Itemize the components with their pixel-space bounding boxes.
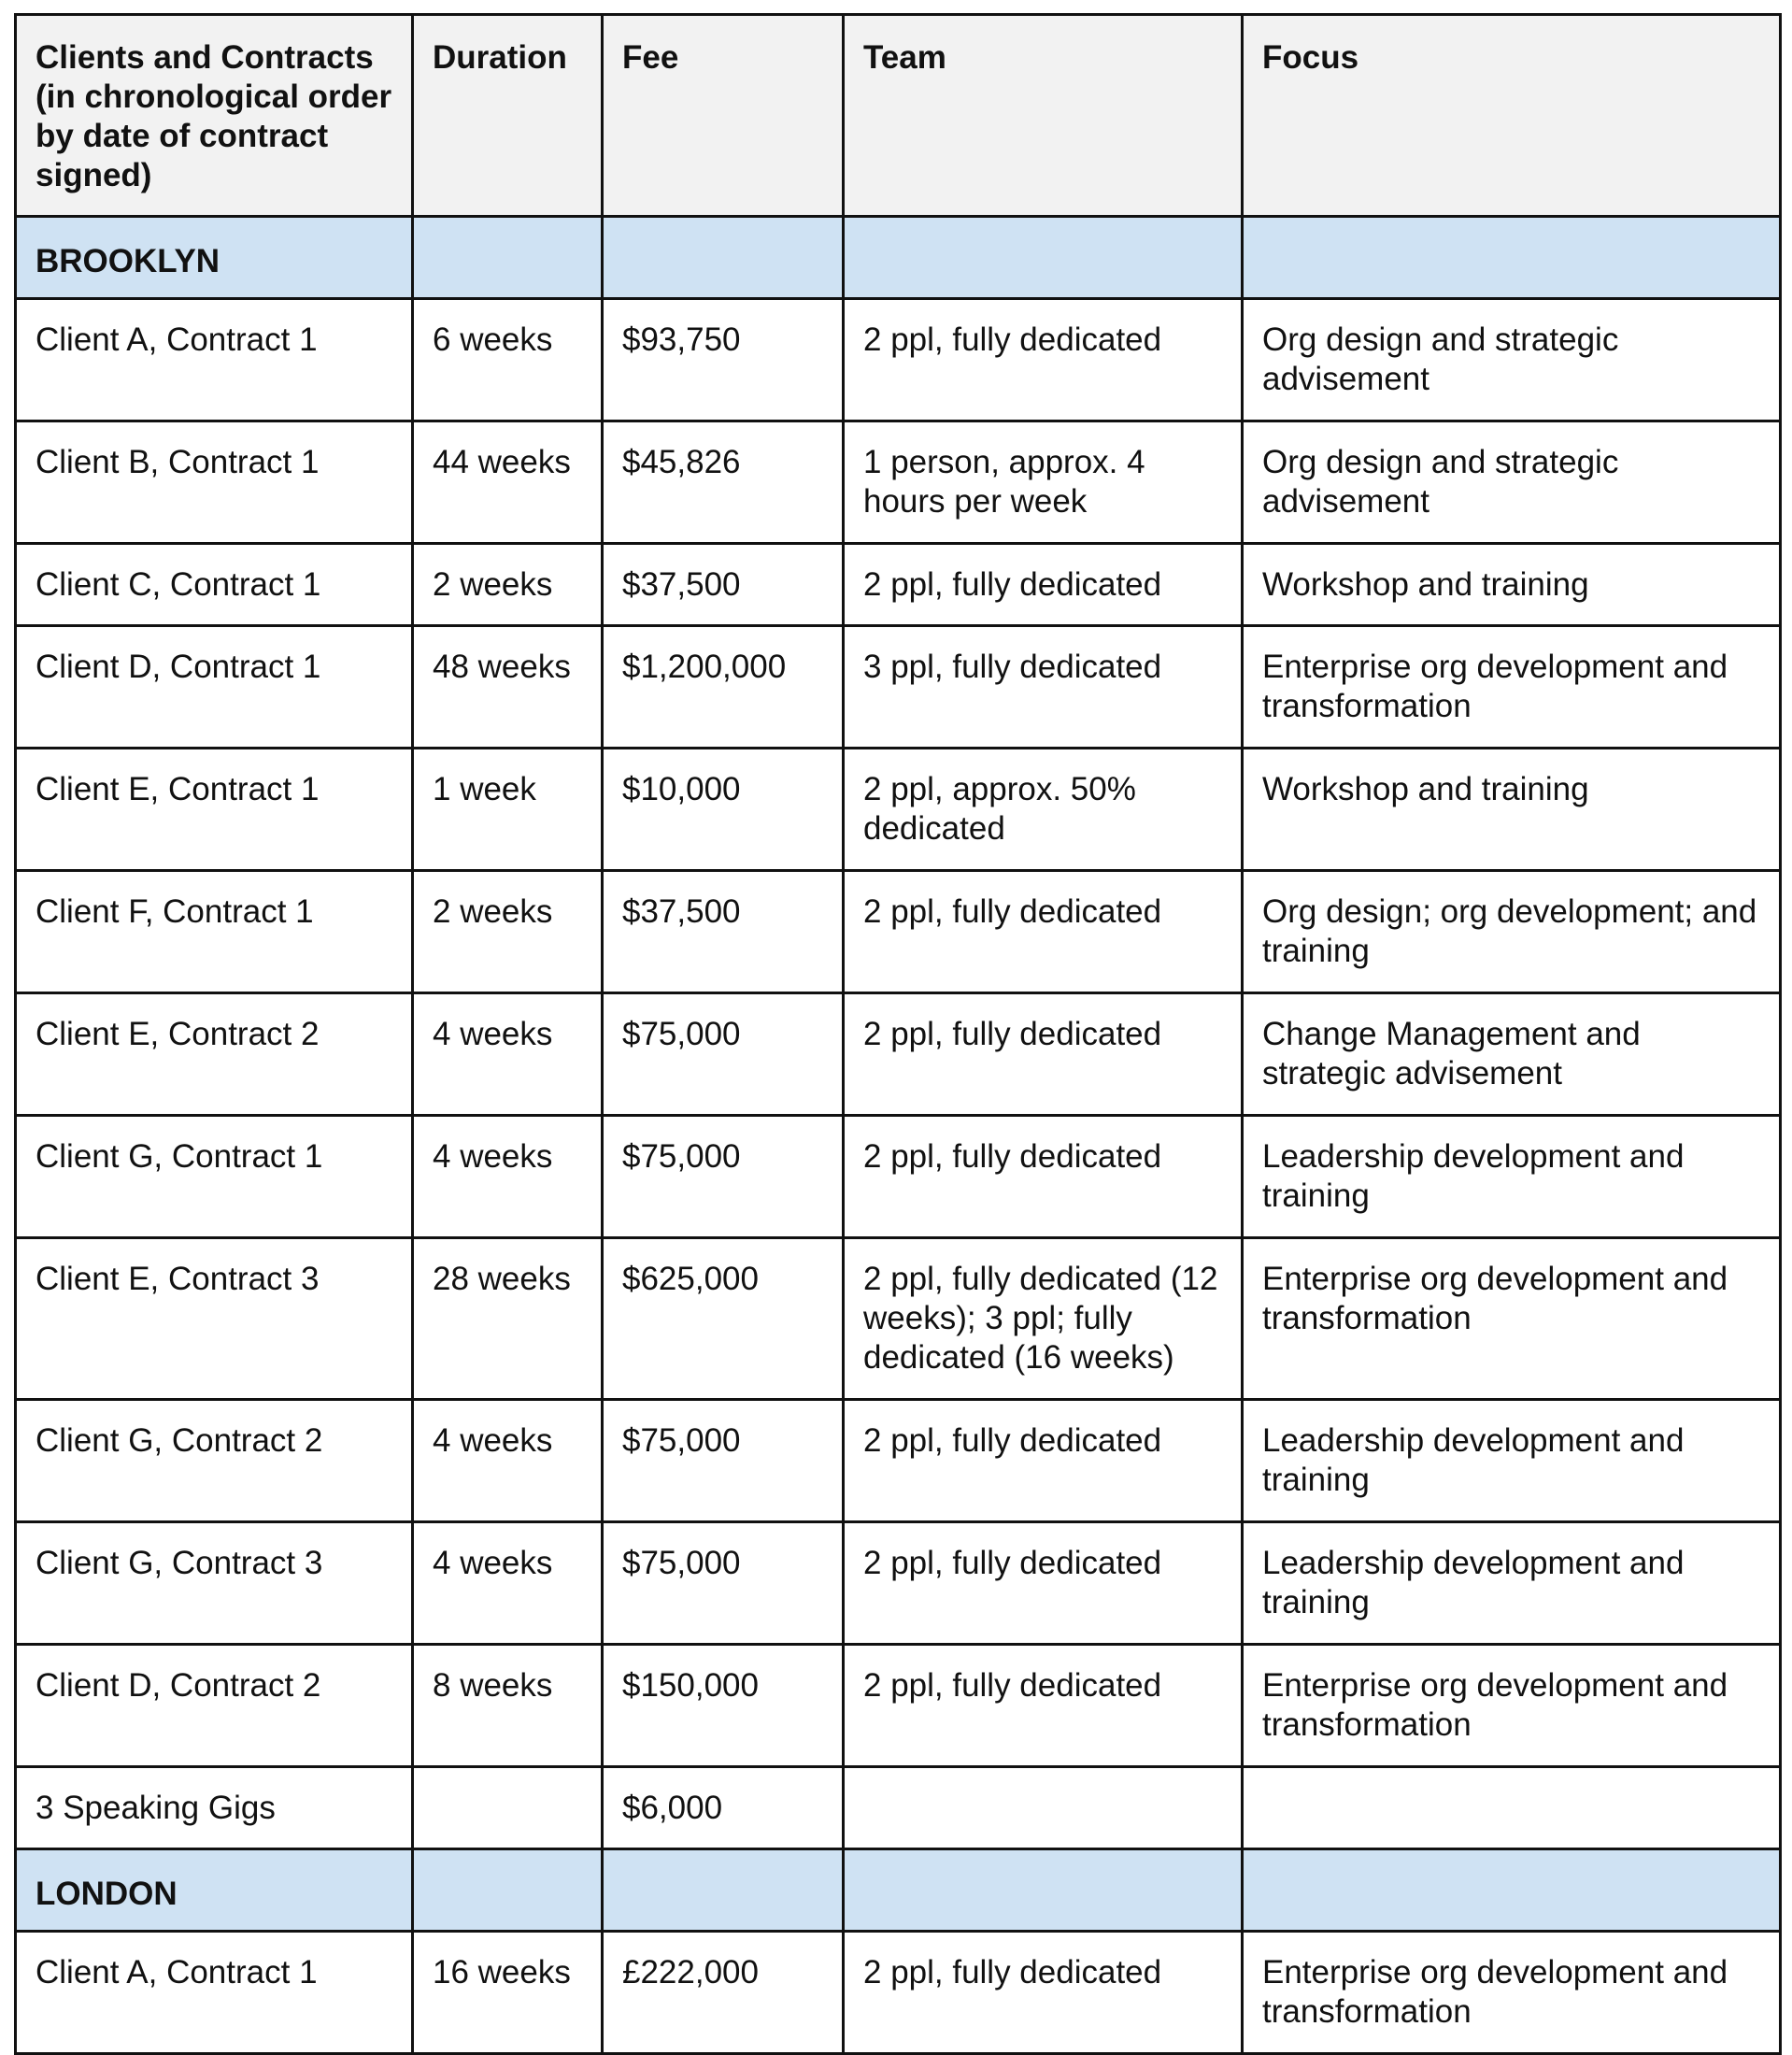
- table-row: [16, 993, 1781, 1116]
- cell-client: Client G, Contract 3: [16, 1522, 413, 1645]
- cell-focus: Workshop and training: [1243, 749, 1781, 871]
- cell-fee: £222,000: [603, 1932, 844, 2054]
- cell-team: 2 ppl, fully dedicated: [844, 299, 1243, 421]
- cell-duration: 2 weeks: [413, 544, 603, 626]
- header-clients: Clients and Contracts (in chronological order by date of contract signed): [16, 15, 413, 217]
- table-row: [16, 1238, 1781, 1400]
- cell-focus: Org design and strategic advisement: [1243, 421, 1781, 544]
- cell-duration: 48 weeks: [413, 626, 603, 749]
- cell-duration: 2 weeks: [413, 871, 603, 993]
- cell-client: Client C, Contract 1: [16, 544, 413, 626]
- cell-focus: Leadership development and training: [1243, 1400, 1781, 1522]
- cell-client: Client A, Contract 1: [16, 1932, 413, 2054]
- cell-client: Client D, Contract 1: [16, 626, 413, 749]
- table-row: [16, 1645, 1781, 1767]
- cell-focus: Enterprise org development and transformation: [1243, 1645, 1781, 1767]
- cell-fee: $625,000: [603, 1238, 844, 1400]
- cell-fee: $1,200,000: [603, 626, 844, 749]
- cell-client: Client B, Contract 1: [16, 421, 413, 544]
- section-empty-cell: [603, 217, 844, 299]
- table-row: [16, 421, 1781, 544]
- table-row: [16, 544, 1781, 626]
- cell-client: Client G, Contract 1: [16, 1116, 413, 1238]
- cell-duration: 28 weeks: [413, 1238, 603, 1400]
- section-empty-cell: [844, 217, 1243, 299]
- section-label: BROOKLYN: [16, 217, 413, 299]
- cell-client: Client E, Contract 2: [16, 993, 413, 1116]
- cell-team: 2 ppl, fully dedicated: [844, 1116, 1243, 1238]
- header-fee: Fee: [603, 15, 844, 217]
- section-empty-cell: [603, 1849, 844, 1932]
- header-focus: Focus: [1243, 15, 1781, 217]
- section-empty-cell: [1243, 217, 1781, 299]
- cell-duration: 4 weeks: [413, 1116, 603, 1238]
- cell-fee: $10,000: [603, 749, 844, 871]
- cell-client: 3 Speaking Gigs: [16, 1767, 413, 1849]
- cell-team: 2 ppl, approx. 50% dedicated: [844, 749, 1243, 871]
- cell-fee: $45,826: [603, 421, 844, 544]
- cell-fee: $37,500: [603, 871, 844, 993]
- cell-team: 2 ppl, fully dedicated: [844, 993, 1243, 1116]
- table-row: [16, 871, 1781, 993]
- cell-focus: [1243, 1767, 1781, 1849]
- section-empty-cell: [413, 217, 603, 299]
- contracts-table-wrapper: [14, 13, 1779, 2055]
- cell-focus: Enterprise org development and transformation: [1243, 626, 1781, 749]
- cell-focus: Workshop and training: [1243, 544, 1781, 626]
- cell-duration: 6 weeks: [413, 299, 603, 421]
- section-row-brooklyn: [16, 217, 1781, 299]
- cell-duration: 4 weeks: [413, 993, 603, 1116]
- cell-duration: 4 weeks: [413, 1522, 603, 1645]
- section-row-london: [16, 1849, 1781, 1932]
- cell-fee: $37,500: [603, 544, 844, 626]
- cell-team: 2 ppl, fully dedicated: [844, 1400, 1243, 1522]
- header-team: Team: [844, 15, 1243, 217]
- cell-client: Client A, Contract 1: [16, 299, 413, 421]
- cell-team: [844, 1767, 1243, 1849]
- cell-team: 2 ppl, fully dedicated (12 weeks); 3 ppl; fully dedicated (16 weeks): [844, 1238, 1243, 1400]
- cell-fee: $75,000: [603, 993, 844, 1116]
- section-empty-cell: [413, 1849, 603, 1932]
- cell-team: 2 ppl, fully dedicated: [844, 1522, 1243, 1645]
- cell-fee: $75,000: [603, 1116, 844, 1238]
- header-row: [16, 15, 1781, 217]
- cell-duration: 16 weeks: [413, 1932, 603, 2054]
- cell-team: 2 ppl, fully dedicated: [844, 544, 1243, 626]
- cell-focus: Enterprise org development and transformation: [1243, 1932, 1781, 2054]
- cell-duration: 8 weeks: [413, 1645, 603, 1767]
- cell-fee: $75,000: [603, 1522, 844, 1645]
- cell-fee: $6,000: [603, 1767, 844, 1849]
- cell-client: Client E, Contract 1: [16, 749, 413, 871]
- cell-team: 2 ppl, fully dedicated: [844, 1932, 1243, 2054]
- cell-team: 1 person, approx. 4 hours per week: [844, 421, 1243, 544]
- cell-duration: 1 week: [413, 749, 603, 871]
- cell-focus: Enterprise org development and transformation: [1243, 1238, 1781, 1400]
- contracts-table: [14, 13, 1782, 2055]
- cell-focus: Change Management and strategic advisement: [1243, 993, 1781, 1116]
- cell-focus: Leadership development and training: [1243, 1116, 1781, 1238]
- cell-client: Client E, Contract 3: [16, 1238, 413, 1400]
- section-label: LONDON: [16, 1849, 413, 1932]
- table-row: [16, 1522, 1781, 1645]
- cell-focus: Leadership development and training: [1243, 1522, 1781, 1645]
- cell-duration: 44 weeks: [413, 421, 603, 544]
- cell-fee: $93,750: [603, 299, 844, 421]
- cell-fee: $150,000: [603, 1645, 844, 1767]
- cell-focus: Org design and strategic advisement: [1243, 299, 1781, 421]
- table-row: [16, 299, 1781, 421]
- table-row: [16, 626, 1781, 749]
- cell-focus: Org design; org development; and training: [1243, 871, 1781, 993]
- cell-client: Client F, Contract 1: [16, 871, 413, 993]
- header-duration: Duration: [413, 15, 603, 217]
- table-row: [16, 1116, 1781, 1238]
- table-row: [16, 1767, 1781, 1849]
- section-empty-cell: [844, 1849, 1243, 1932]
- table-row: [16, 1400, 1781, 1522]
- section-empty-cell: [1243, 1849, 1781, 1932]
- cell-duration: [413, 1767, 603, 1849]
- cell-team: 2 ppl, fully dedicated: [844, 871, 1243, 993]
- table-row: [16, 749, 1781, 871]
- cell-team: 3 ppl, fully dedicated: [844, 626, 1243, 749]
- cell-fee: $75,000: [603, 1400, 844, 1522]
- table-row: [16, 1932, 1781, 2054]
- cell-team: 2 ppl, fully dedicated: [844, 1645, 1243, 1767]
- cell-duration: 4 weeks: [413, 1400, 603, 1522]
- cell-client: Client D, Contract 2: [16, 1645, 413, 1767]
- cell-client: Client G, Contract 2: [16, 1400, 413, 1522]
